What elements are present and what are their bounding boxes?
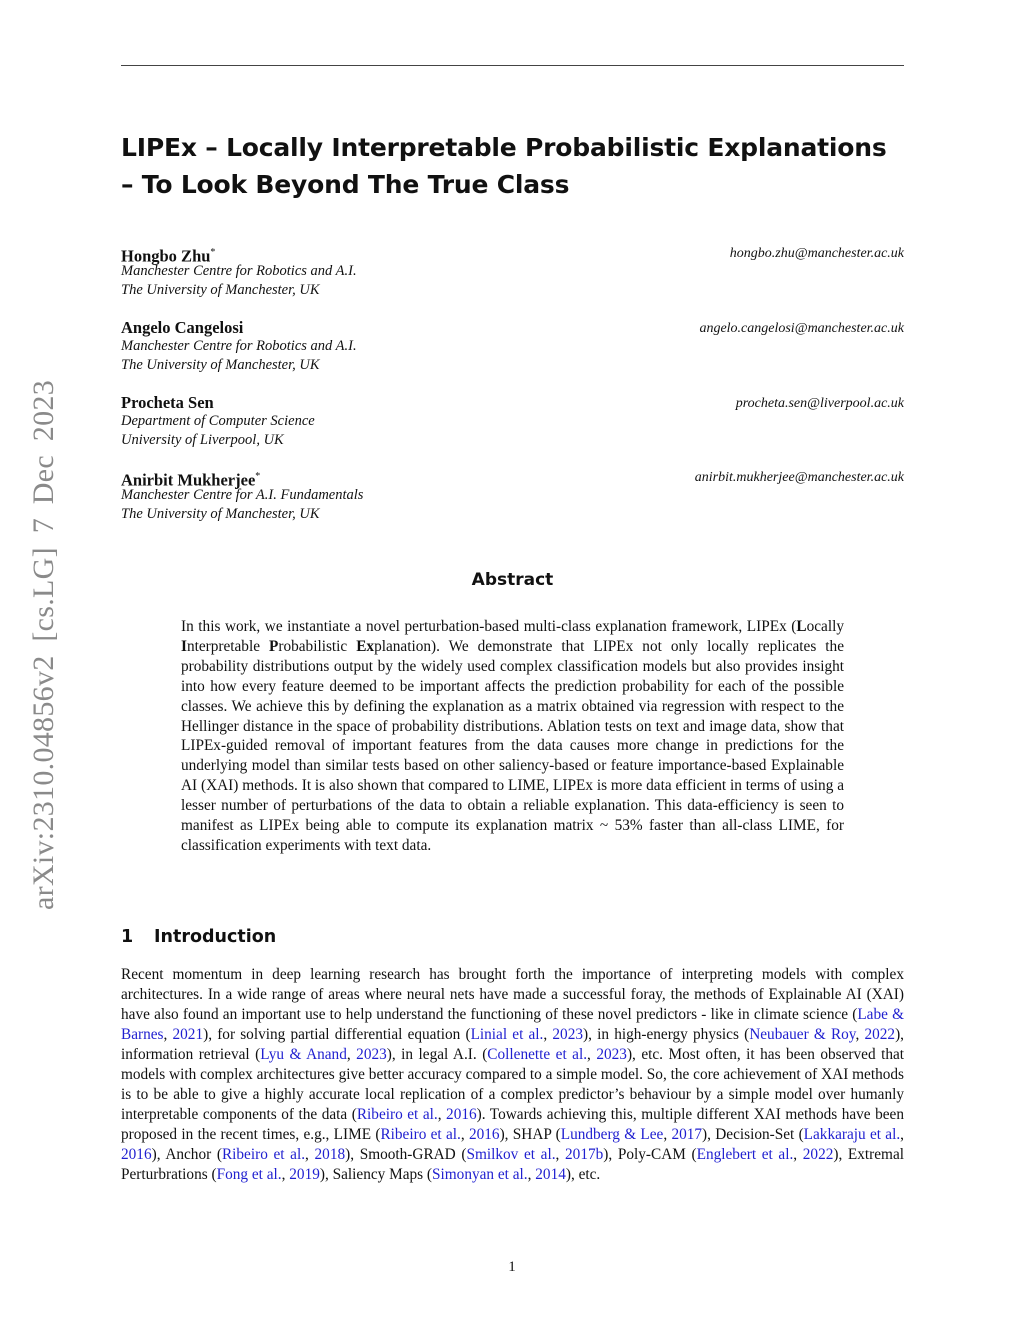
- citation-link[interactable]: 2014: [535, 1166, 566, 1183]
- section-title: Introduction: [154, 927, 277, 947]
- acronym-part: Locally: [796, 618, 844, 635]
- citation-link[interactable]: Smilkov et al.: [466, 1146, 556, 1163]
- top-rule: [121, 65, 904, 66]
- body-text: ), Decision-Set (: [702, 1126, 804, 1143]
- citation-link[interactable]: 2023: [552, 1026, 583, 1043]
- citation-link[interactable]: 2016: [121, 1146, 152, 1163]
- citation-link[interactable]: Neubauer & Roy: [749, 1026, 856, 1043]
- body-text: ,: [543, 1026, 553, 1043]
- abstract-paragraph: In this work, we instantiate a novel perturbation-based multi-class explanation framework, LIPEx (Locally Interpretable Probabilistic Explanation). We demonstrate that LIPEx not only locally replicates the probability distributions output by the widely used complex classification models but also provides insight into how every feature deemed to be important affects the prediction probability for each of the possible classes. We achieve this by defining the explanation as a matrix obtained via regression with respect to the Hellinger distance in the space of probability distributions. Ablation tests on text and image data, show that LIPEx-guided removal of important features from the data causes more change in predictions for the underlying model than similar tests based on other saliency-based or feature importance-based Explainable AI (XAI) methods. It is also shown that compared to LIME, LIPEx is more data efficient in terms of using a lesser number of perturbations of the data to obtain a reliable explanation. This data-efficiency is seen to manifest as LIPEx being able to compute its explanation matrix ~ 53% faster than all-class LIME, for classification experiments with text data.: [181, 618, 844, 854]
- author-block: [121, 468, 904, 528]
- body-text: ), etc.: [565, 1166, 601, 1183]
- citation-link[interactable]: 2023: [356, 1046, 387, 1063]
- body-text: ,: [587, 1046, 597, 1063]
- body-text: ,: [305, 1146, 315, 1163]
- author-name: Procheta Sen: [121, 393, 214, 412]
- author-email[interactable]: angelo.cangelosi@manchester.ac.uk: [699, 321, 904, 336]
- body-text: ), Extremal Perturbrations (: [121, 1146, 904, 1183]
- citation-link[interactable]: 2016: [468, 1126, 500, 1143]
- body-text: ,: [900, 1126, 904, 1143]
- author-block: [121, 319, 904, 379]
- page-number: 1: [508, 1259, 516, 1275]
- citation-link[interactable]: 2018: [314, 1146, 346, 1163]
- body-text: ), Poly-CAM (: [603, 1146, 697, 1163]
- author-name: Hongbo Zhu*: [121, 246, 216, 266]
- body-text: ), Saliency Maps (: [319, 1166, 433, 1183]
- body-text: Recent momentum in deep learning research has brought forth the importance of interpreting models with complex architectures. In a wide range of areas where neural nets have made a successful foray, the methods of Explainable AI (XAI) have also found an important use to help understand the functioning of these novel predictors - like in climate science (: [121, 966, 904, 1023]
- abstract-heading: Abstract: [471, 570, 554, 590]
- author-name: Anirbit Mukherjee*: [121, 470, 261, 490]
- author-block: [121, 244, 904, 304]
- paper-title-line-2: – To Look Beyond The True Class: [121, 170, 570, 199]
- author-name: Angelo Cangelosi: [121, 318, 244, 337]
- introduction-paragraph: [121, 965, 904, 1185]
- citation-link[interactable]: 2017: [671, 1126, 703, 1143]
- body-text: ,: [346, 1046, 357, 1063]
- body-text: ). Towards achieving this, multiple different XAI methods have been proposed in the recent times, e.g., LIME (: [121, 1106, 904, 1143]
- body-text: ,: [163, 1026, 173, 1043]
- citation-link[interactable]: Ribeiro et al.: [380, 1126, 461, 1143]
- author-email[interactable]: hongbo.zhu@manchester.ac.uk: [729, 246, 904, 261]
- citation-link[interactable]: 2016: [446, 1106, 477, 1123]
- body-text: ), in high-energy physics (: [583, 1026, 750, 1043]
- acronym-part: Interpretable: [181, 637, 270, 655]
- arxiv-stamp-text: arXiv:2310.04856v2 [cs.LG] 7 Dec 2023: [27, 380, 60, 910]
- body-text: ,: [437, 1106, 447, 1123]
- citation-link[interactable]: 2022: [864, 1026, 896, 1043]
- corresponding-mark: *: [255, 471, 261, 482]
- paper-title-line-1: LIPEx – Locally Interpretable Probabilistic Explanations: [121, 133, 887, 162]
- author-email[interactable]: anirbit.mukherjee@manchester.ac.uk: [694, 470, 904, 485]
- body-text: ,: [855, 1026, 865, 1043]
- acronym-part: Probabilistic: [269, 637, 357, 655]
- body-text: ), SHAP (: [499, 1126, 561, 1143]
- body-text: ), etc. Most often, it has been observed that models with complex architectures give better accuracy compared to a simple model. So, the core achievement of XAI methods is to be able to give a highly accurate local replication of a complex predictor’s behaviour by a simple model over humanly interpretable components of the data (: [121, 1046, 905, 1123]
- citation-link[interactable]: Lyu & Anand: [260, 1046, 347, 1063]
- author-block: [121, 394, 904, 454]
- author-affiliation: Manchester Centre for Robotics and A.I.: [121, 263, 357, 279]
- body-text: ), information retrieval (: [121, 1026, 904, 1063]
- body-text: ,: [555, 1146, 566, 1163]
- body-text: ,: [527, 1166, 536, 1183]
- citation-link[interactable]: Lakkaraju et al.: [803, 1126, 901, 1143]
- author-affiliation: Manchester Centre for A.I. Fundamentals: [121, 487, 364, 503]
- body-text: ,: [793, 1146, 803, 1163]
- body-text: ), Smooth-GRAD (: [345, 1146, 467, 1163]
- paper-title: [121, 129, 904, 203]
- author-affiliation: Manchester Centre for Robotics and A.I.: [121, 338, 357, 354]
- citation-link[interactable]: Linial et al.: [470, 1026, 544, 1043]
- corresponding-mark: *: [210, 247, 216, 258]
- citation-link[interactable]: Collenette et al.: [487, 1046, 588, 1063]
- citation-link[interactable]: 2019: [289, 1166, 320, 1183]
- citation-link[interactable]: Labe & Barnes: [121, 1006, 904, 1043]
- citation-link[interactable]: Englebert et al.: [696, 1146, 794, 1163]
- acronym-part: Explanation: [356, 637, 431, 655]
- body-text: ), for solving partial differential equation (: [203, 1026, 471, 1043]
- citation-link[interactable]: 2021: [172, 1026, 204, 1043]
- body-text: ), Anchor (: [151, 1146, 222, 1163]
- citation-link[interactable]: Lundberg & Lee: [560, 1126, 664, 1143]
- body-text: ), in legal A.I. (: [386, 1046, 488, 1063]
- body-text: ,: [663, 1126, 672, 1143]
- body-text: ,: [460, 1126, 469, 1143]
- section-number: 1: [121, 927, 134, 947]
- body-text: ,: [281, 1166, 290, 1183]
- citation-link[interactable]: Simonyan et al.: [432, 1166, 528, 1183]
- citation-link[interactable]: 2022: [802, 1146, 834, 1163]
- citation-link[interactable]: 2023: [596, 1046, 627, 1063]
- section-heading: [121, 925, 276, 949]
- citation-link[interactable]: Ribeiro et al.: [221, 1146, 306, 1163]
- author-institution: The University of Manchester, UK: [121, 357, 320, 373]
- author-email[interactable]: procheta.sen@liverpool.ac.uk: [735, 396, 904, 411]
- author-institution: The University of Manchester, UK: [121, 506, 320, 522]
- citation-link[interactable]: 2017b: [565, 1146, 604, 1163]
- citation-link[interactable]: Fong et al.: [216, 1166, 282, 1183]
- author-affiliation: Department of Computer Science: [121, 413, 315, 429]
- author-institution: University of Liverpool, UK: [121, 432, 284, 448]
- author-institution: The University of Manchester, UK: [121, 282, 320, 298]
- citation-link[interactable]: Ribeiro et al.: [356, 1106, 438, 1123]
